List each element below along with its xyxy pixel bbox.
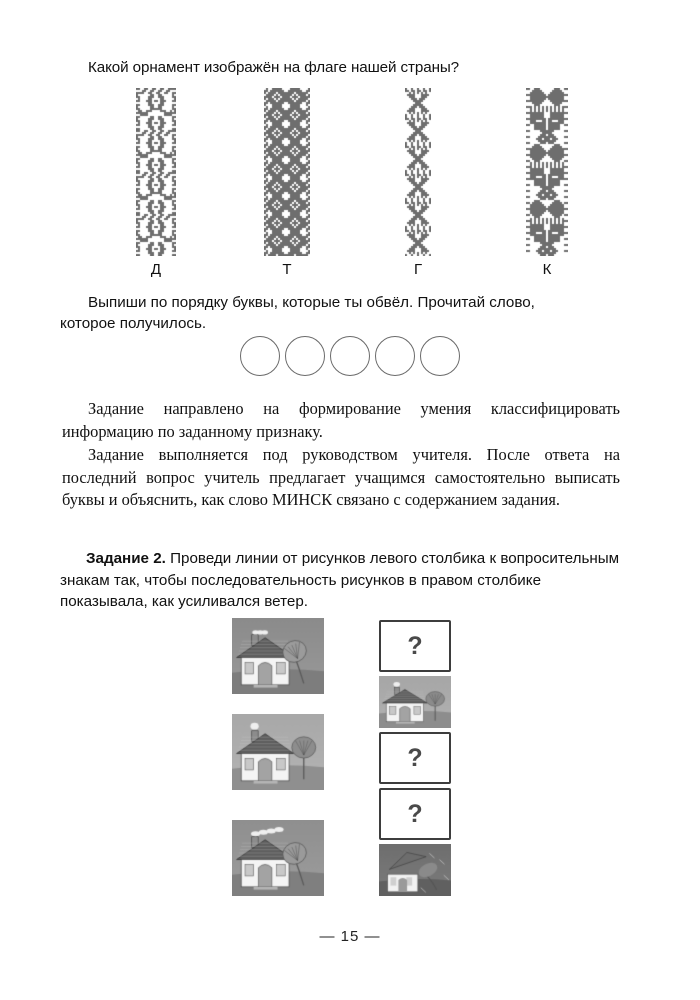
commentary-paragraph-1: Задание направлено на формирование умения классифицировать информацию по заданному признаку. [62,399,620,441]
ornament-g-image [405,88,431,256]
answer-circle[interactable] [240,336,280,376]
commentary-p2-part-b: связано с содержанием задания. [332,490,561,510]
ornament-option-g[interactable] [405,88,431,278]
commentary-p2-part-a: Задание выполняется под руководством учителя. После ответа на последний вопрос учитель предлагает учащимся самостоятельно выписать буквы и объяснить, как слово [62,445,620,510]
ornament-label-g: Г [413,261,423,278]
question-box-1[interactable] [379,620,451,672]
question-box-3[interactable] [379,788,451,840]
answer-circle[interactable] [330,336,370,376]
picture-right-2[interactable] [379,676,451,728]
task-2-paragraph [60,548,622,613]
ornament-k-image [526,88,568,256]
question-mark-3: ? [407,799,423,828]
answer-circle[interactable] [375,336,415,376]
ornament-d-image [136,88,176,256]
answer-circle[interactable] [420,336,460,376]
picture-left-1[interactable] [232,618,324,694]
question-mark-1: ? [407,631,423,660]
commentary-block [62,398,620,512]
commentary-paragraph-2 [62,444,620,512]
instruction-line-2: которое получилось. [60,315,207,332]
picture-matching-area [0,614,700,914]
ornament-option-d[interactable] [136,88,176,278]
commentary-keyword-minsk: МИНСК [272,490,333,510]
instruction-line-1: Выпиши по порядку буквы, которые ты обвёл. Прочитай слово, [88,294,535,311]
answer-circles [0,336,700,376]
ornament-option-k[interactable] [526,88,568,278]
ornament-label-k: К [542,261,552,278]
task-2-block [60,548,622,613]
instruction-text [60,292,620,334]
ornament-row [0,88,700,288]
picture-left-2[interactable] [232,714,324,790]
question-box-2[interactable] [379,732,451,784]
ornament-label-t: Т [282,261,292,278]
answer-circle[interactable] [285,336,325,376]
question-mark-2: ? [407,743,423,772]
page-number: — 15 — [319,928,381,945]
task-2-label: Задание 2. [86,550,166,567]
ornament-label-d: Д [150,261,162,278]
task-2-text: Проведи линии от рисунков левого столбика к вопросительным знакам так, чтобы последовательность рисунков в правом столбике показывала, как усиливался ветер. [60,550,620,610]
page-title: Какой орнамент изображён на флаге нашей страны? [88,59,460,76]
picture-left-3[interactable] [232,820,324,896]
ornament-option-t[interactable] [264,88,310,278]
ornament-t-image [264,88,310,256]
picture-right-5[interactable] [379,844,451,896]
